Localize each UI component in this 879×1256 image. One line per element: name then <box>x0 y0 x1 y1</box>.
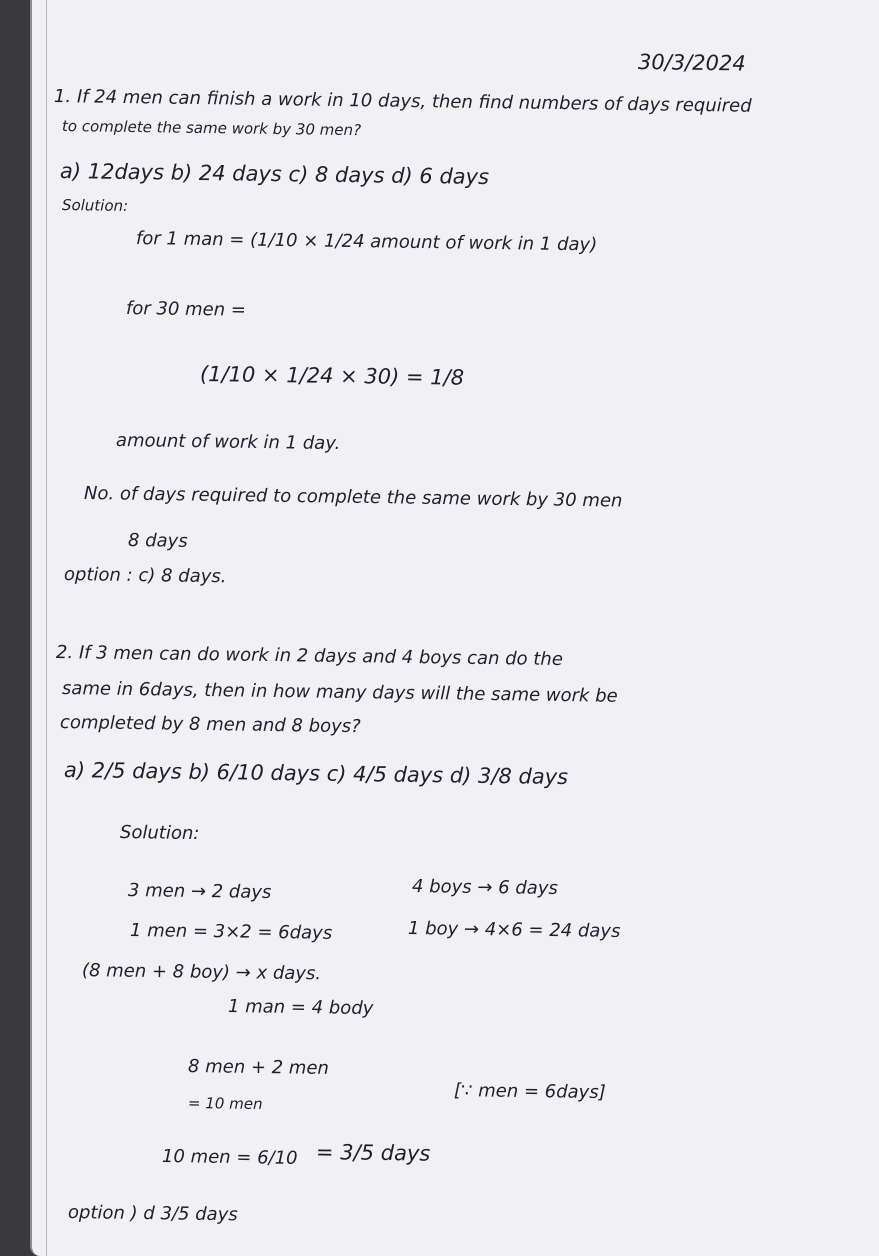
q1-answer: option : c) 8 days. <box>63 564 227 588</box>
q2-step-3: (8 men + 8 boy) → x days. <box>81 960 322 985</box>
q2-note: [∵ men = 6days] <box>453 1080 606 1104</box>
q2-step-4: 1 man = 4 body <box>227 996 374 1020</box>
q2-step-6: = 10 men <box>187 1094 263 1114</box>
q2-line-3: completed by 8 men and 8 boys? <box>59 712 361 738</box>
q2-left-1: 3 men → 2 days <box>127 880 272 904</box>
q2-right-2: 1 boy → 4×6 = 24 days <box>407 918 621 942</box>
q1-step-2: for 30 men = <box>125 298 247 321</box>
q2-step-5: 8 men + 2 men <box>187 1056 330 1079</box>
notebook-page <box>30 0 879 1256</box>
q1-line-1: 1. If 24 men can finish a work in 10 days, then find numbers of days required <box>53 86 752 117</box>
q1-step-5: No. of days required to complete the same work by 30 men <box>83 483 623 512</box>
q1-step-6: 8 days <box>127 530 188 552</box>
q2-solution-label: Solution: <box>119 822 200 845</box>
q2-left-2: 1 men = 3×2 = 6days <box>129 920 333 944</box>
page-margin-line <box>46 0 47 1256</box>
q2-line-1: 2. If 3 men can do work in 2 days and 4 boys can do the <box>55 642 564 671</box>
q1-solution-label: Solution: <box>61 196 129 215</box>
q2-line-2: same in 6days, then in how many days will the same work be <box>61 678 618 707</box>
date: 30/3/2024 <box>637 50 746 76</box>
q2-step-7: 10 men = 6/10 <box>161 1146 298 1169</box>
q2-step-8: = 3/5 days <box>315 1140 431 1166</box>
q2-answer: option ) d 3/5 days <box>67 1202 238 1226</box>
q1-options: a) 12days b) 24 days c) 8 days d) 6 days <box>59 159 490 189</box>
q1-step-4: amount of work in 1 day. <box>115 430 341 455</box>
q1-line-2: to complete the same work by 30 men? <box>61 117 362 140</box>
q2-right-1: 4 boys → 6 days <box>411 876 558 900</box>
q1-step-3: (1/10 × 1/24 × 30) = 1/8 <box>199 362 465 390</box>
q1-step-1: for 1 man = (1/10 × 1/24 amount of work in 1 day) <box>135 228 598 256</box>
q2-options: a) 2/5 days b) 6/10 days c) 4/5 days d) 3/8 days <box>63 758 569 790</box>
